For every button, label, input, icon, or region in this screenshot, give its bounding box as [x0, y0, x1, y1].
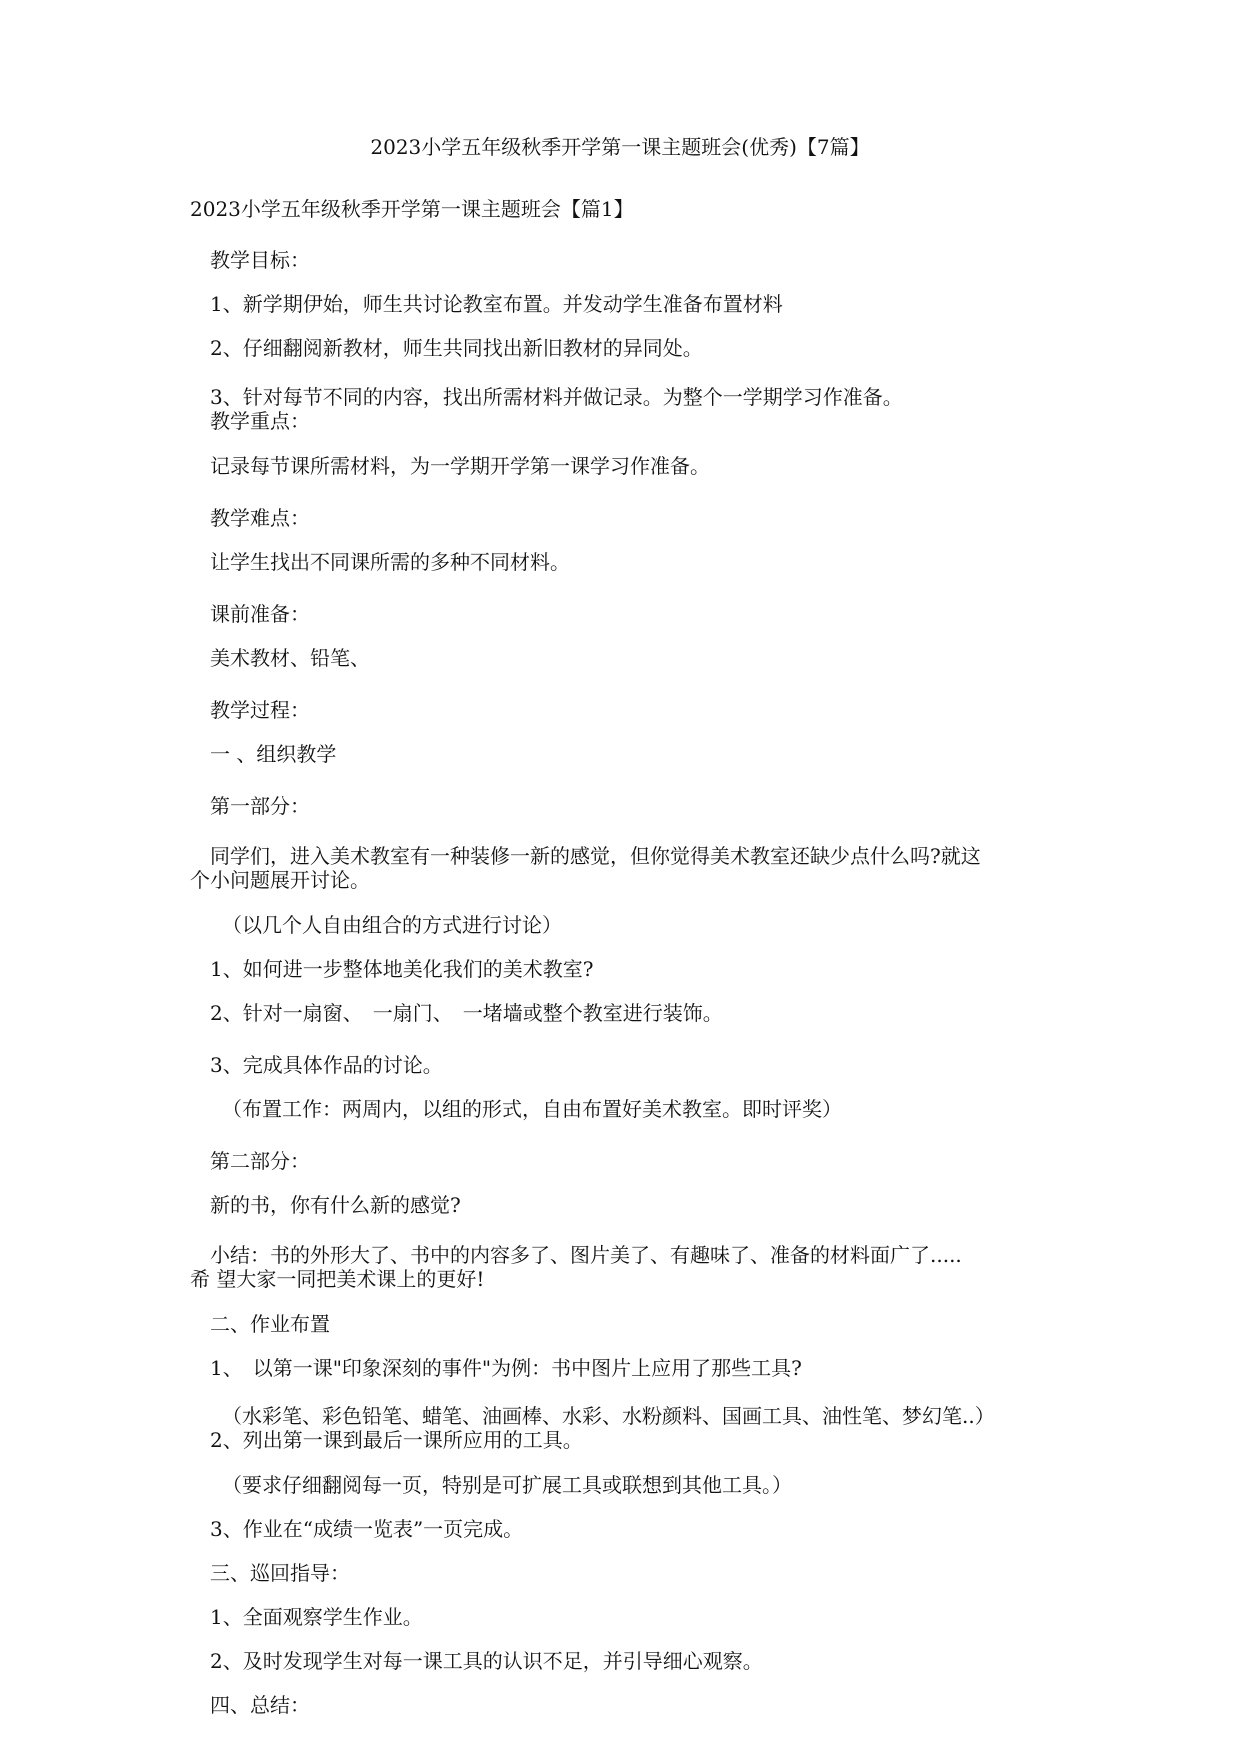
paragraph-line: 教学过程：	[210, 698, 310, 722]
paragraph-line: 2、针对一扇窗、 一扇门、 一堵墙或整个教室进行装饰。	[210, 1001, 723, 1025]
paragraph-line: 3、作业在“成绩一览表”一页完成。	[210, 1517, 524, 1541]
paragraph-line: 同学们，进入美术教室有一种装修一新的感觉，但你觉得美术教室还缺少点什么吗?就这	[210, 844, 981, 868]
paragraph-line: 课前准备：	[210, 602, 310, 626]
paragraph-line: （布置工作：两周内，以组的形式，自由布置好美术教室。即时评奖）	[222, 1097, 842, 1121]
document-title: 2023小学五年级秋季开学第一课主题班会(优秀)【7篇】	[370, 135, 870, 159]
paragraph-line: 第一部分：	[210, 794, 310, 818]
paragraph-line: 教学重点：	[210, 409, 310, 433]
paragraph-line: 1、 以第一课"印象深刻的事件"为例：书中图片上应用了那些工具?	[210, 1356, 802, 1380]
paragraph-line: （水彩笔、彩色铅笔、蜡笔、油画棒、水彩、水粉颜料、国画工具、油性笔、梦幻笔..）	[222, 1404, 995, 1428]
paragraph-line: 新的书，你有什么新的感觉?	[210, 1193, 461, 1217]
section-heading: 2023小学五年级秋季开学第一课主题班会【篇1】	[190, 197, 634, 221]
paragraph-line: 2、仔细翻阅新教材，师生共同找出新旧教材的异同处。	[210, 336, 703, 360]
paragraph-line: 2、及时发现学生对每一课工具的认识不足，并引导细心观察。	[210, 1649, 763, 1673]
paragraph-line: 3、完成具体作品的讨论。	[210, 1053, 443, 1077]
paragraph-line: （要求仔细翻阅每一页，特别是可扩展工具或联想到其他工具。）	[222, 1473, 792, 1497]
paragraph-line: 第二部分：	[210, 1149, 310, 1173]
paragraph-line: 二、作业布置	[210, 1312, 330, 1336]
paragraph-line: 教学目标：	[210, 248, 310, 272]
paragraph-line: 1、新学期伊始，师生共讨论教室布置。并发动学生准备布置材料	[210, 292, 783, 316]
paragraph-line: 记录每节课所需材料，为一学期开学第一课学习作准备。	[210, 454, 710, 478]
paragraph-line: 个小问题展开讨论。	[190, 868, 370, 892]
paragraph-line: 小结：书的外形大了、书中的内容多了、图片美了、有趣味了、准备的材料面广了.....	[210, 1243, 962, 1267]
paragraph-line: 1、全面观察学生作业。	[210, 1605, 423, 1629]
paragraph-line: （以几个人自由组合的方式进行讨论）	[222, 913, 562, 937]
paragraph-line: 三、巡回指导：	[210, 1561, 350, 1585]
paragraph-line: 2、列出第一课到最后一课所应用的工具。	[210, 1428, 583, 1452]
paragraph-line: 3、针对每节不同的内容，找出所需材料并做记录。为整个一学期学习作准备。	[210, 385, 903, 409]
paragraph-line: 让学生找出不同课所需的多种不同材料。	[210, 550, 570, 574]
paragraph-line: 四、总结：	[210, 1693, 310, 1717]
paragraph-line: 美术教材、铅笔、	[210, 646, 370, 670]
paragraph-line: 教学难点：	[210, 506, 310, 530]
paragraph-line: 希 望大家一同把美术课上的更好!	[190, 1267, 485, 1291]
paragraph-line: 一 、组织教学	[210, 742, 337, 766]
paragraph-line: 1、如何进一步整体地美化我们的美术教室?	[210, 957, 594, 981]
